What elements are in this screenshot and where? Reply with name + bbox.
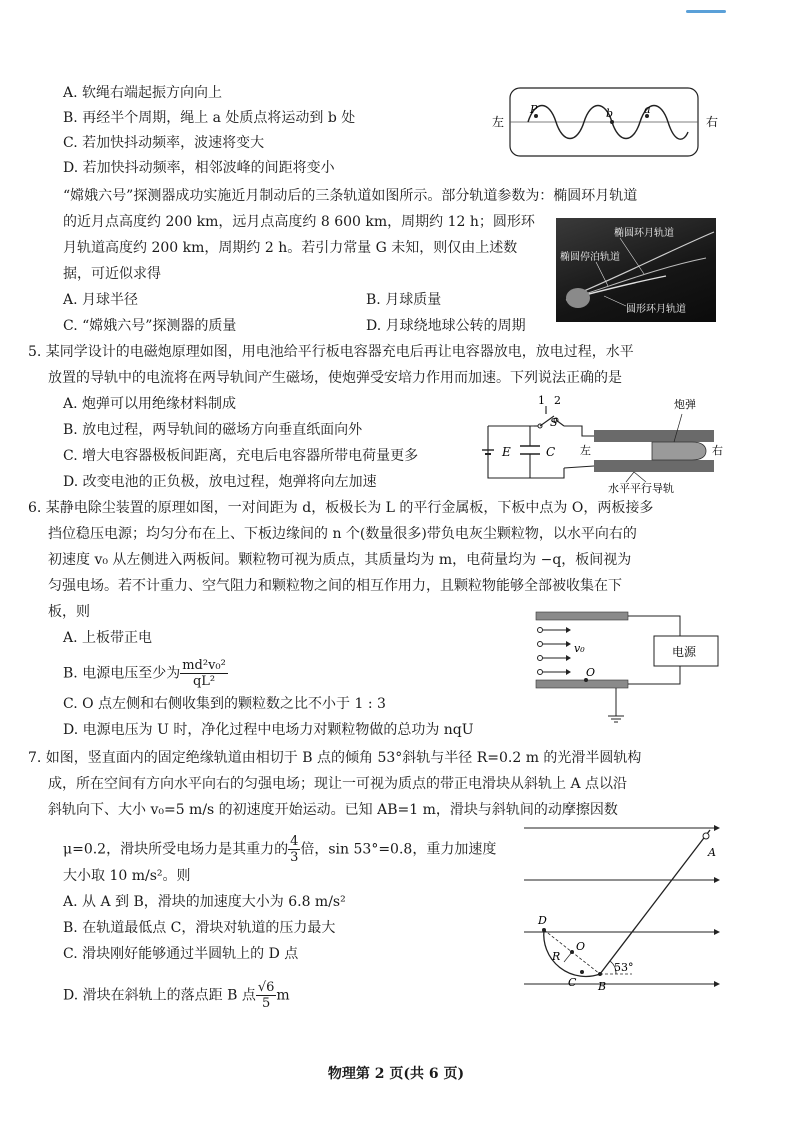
fraction-denominator: qL² <box>192 674 216 689</box>
wave-left-label: 左 <box>492 115 505 129</box>
switch-pos-2: 2 <box>554 394 561 407</box>
point-d-label: D <box>538 914 547 927</box>
q4-line2: 的近月点高度约 200 km，远月点高度约 8 600 km，周期约 12 h；圆形环 <box>63 214 535 230</box>
q7-line3: 斜轨向下、大小 v₀=5 m/s 的初速度开始运动。已知 AB=1 m，滑块与斜轨间的动摩擦因数 <box>48 802 618 818</box>
q6-voltage-fraction <box>180 658 228 689</box>
q5-line1: 5. 某同学设计的电磁炮原理如图，用电池给平行板电容器充电后再让电容器放电，放电过程，水平 <box>28 344 634 360</box>
q7-force-ratio-fraction <box>288 834 300 865</box>
precipitator-figure <box>528 606 724 726</box>
switch-pos-1: 1 <box>538 394 545 407</box>
q7-line5: 大小取 10 m/s²。则 <box>63 868 191 884</box>
fraction-numerator: √6 <box>257 980 275 995</box>
angle-label: 53° <box>614 961 634 974</box>
q6-line3: 初速度 v₀ 从左侧进入两板间。颗粒物可视为质点，其质量均为 m，电荷量均为 −q，板间视为 <box>48 552 632 568</box>
q7-line1: 7. 如图，竖直面内的固定绝缘轨道由相切于 B 点的倾角 53°斜轨与半径 R=0.2 m 的光滑半圆轨构 <box>28 750 642 766</box>
q7-option-c: C. 滑块刚好能够通过半圆轨上的 D 点 <box>63 946 299 962</box>
q5-line2: 放置的导轨中的电流将在两导轨间产生磁场，使炮弹受安培力作用而加速。下列说法正确的是 <box>48 370 622 386</box>
center-o-label: O <box>576 940 586 953</box>
option-a: A. 软绳右端起振方向向上 <box>63 85 223 101</box>
rail-right-label: 右 <box>712 444 723 457</box>
q7-option-d <box>63 980 290 1011</box>
switch-label: S <box>550 416 558 429</box>
battery-label: E <box>502 445 511 459</box>
option-b: B. 再经半个周期，绳上 a 处质点将运动到 b 处 <box>63 110 356 126</box>
photo-label-elliptic-lunar: 椭圆环月轨道 <box>614 228 674 239</box>
point-c-label: C <box>568 976 577 989</box>
option-d: D. 若加快抖动频率，相邻波峰的间距将变小 <box>63 160 335 176</box>
radius-label: R <box>552 950 561 963</box>
q6-line2: 挡位稳压电源；均匀分布在上、下板边缘间的 n 个(数量很多)带负电灰尘颗粒物，以水平向右的 <box>48 526 637 542</box>
q7-distance-fraction <box>256 980 277 1011</box>
option-c: C. 若加快抖动频率，波速将变大 <box>63 135 265 151</box>
power-source-label: 电源 <box>672 645 697 659</box>
photo-label-elliptic-parking: 椭圆停泊轨道 <box>560 252 620 263</box>
q5-option-b: B. 放电过程，两导轨间的磁场方向垂直纸面向外 <box>63 422 363 438</box>
q4-line4: 据，可近似求得 <box>63 266 161 282</box>
q7-line4 <box>63 834 496 865</box>
q6-line5: 板，则 <box>48 604 90 620</box>
capacitor-label: C <box>546 445 556 459</box>
q6-option-b <box>63 658 228 689</box>
velocity-label: v₀ <box>574 642 585 655</box>
fraction-denominator: 3 <box>290 850 299 865</box>
shell-label: 炮弹 <box>674 398 696 411</box>
fraction-denominator: 5 <box>261 996 271 1011</box>
rails-label: 水平平行导轨 <box>608 482 674 495</box>
fraction-numerator: md²v₀² <box>182 658 226 673</box>
photo-label-circular-lunar: 圆形环月轨道 <box>626 304 686 315</box>
q4-option-b: B. 月球质量 <box>366 292 442 308</box>
q7-option-b: B. 在轨道最低点 C，滑块对轨道的压力最大 <box>63 920 336 936</box>
point-b-label: B <box>598 980 607 993</box>
q4-option-c: C. “嫦娥六号”探测器的质量 <box>63 318 237 334</box>
corner-mark <box>686 10 726 13</box>
point-a-label: a <box>644 103 651 116</box>
q7-line2: 成，所在空间有方向水平向右的匀强电场；现让一可视为质点的带正电滑块从斜轨上 A 点以沿 <box>48 776 628 792</box>
q4-option-a: A. 月球半径 <box>63 292 139 308</box>
orbit-photo <box>556 218 716 322</box>
q7-line4-tail: 倍，sin 53°=0.8，重力加速度 <box>300 841 497 858</box>
q4-option-d: D. 月球绕地球公转的周期 <box>366 318 526 334</box>
q4-line3: 月轨道高度约 200 km，周期约 2 h。若引力常量 G 未知，则仅由上述数 <box>63 240 518 256</box>
track-figure <box>520 820 726 1008</box>
q7-option-d-text: D. 滑块在斜轨上的落点距 B 点 <box>63 987 256 1004</box>
q5-option-d: D. 改变电池的正负极，放电过程，炮弹将向左加速 <box>63 474 377 490</box>
fraction-numerator: 4 <box>290 834 299 849</box>
q6-option-b-text: B. 电源电压至少为 <box>63 665 181 682</box>
q7-option-a: A. 从 A 到 B，滑块的加速度大小为 6.8 m/s² <box>63 894 346 910</box>
q6-option-c: C. O 点左侧和右侧收集到的颗粒数之比不小于 1 : 3 <box>63 696 386 712</box>
point-p-label: P <box>530 103 538 116</box>
page-footer: 物理第 2 页(共 6 页) <box>327 1066 465 1082</box>
wave-right-label: 右 <box>706 115 719 129</box>
q6-option-a: A. 上板带正电 <box>63 630 153 646</box>
point-a-label: A <box>708 846 716 859</box>
rail-left-label: 左 <box>580 444 591 457</box>
q5-option-a: A. 炮弹可以用绝缘材料制成 <box>63 396 237 412</box>
q6-option-d: D. 电源电压为 U 时，净化过程中电场力对颗粒物做的总功为 nqU <box>63 722 474 738</box>
point-o-label: O <box>586 666 596 679</box>
q4-line1: “嫦娥六号”探测器成功实施近月制动后的三条轨道如图所示。部分轨道参数为：椭圆环月轨道 <box>63 188 638 204</box>
q7-option-d-unit: m <box>276 987 290 1004</box>
wave-figure <box>488 84 726 160</box>
q6-line1: 6. 某静电除尘装置的原理如图，一对间距为 d，板极长为 L 的平行金属板，下板中点为 O，两板接多 <box>28 500 654 516</box>
point-b-label: b <box>606 107 614 120</box>
q5-option-c: C. 增大电容器极板间距离，充电后电容器所带电荷量更多 <box>63 448 419 464</box>
railgun-figure <box>474 392 730 496</box>
q7-line4-text: μ=0.2，滑块所受电场力是其重力的 <box>63 841 289 858</box>
q6-line4: 匀强电场。若不计重力、空气阻力和颗粒物之间的相互作用力，且颗粒物能够全部被收集在下 <box>48 578 622 594</box>
